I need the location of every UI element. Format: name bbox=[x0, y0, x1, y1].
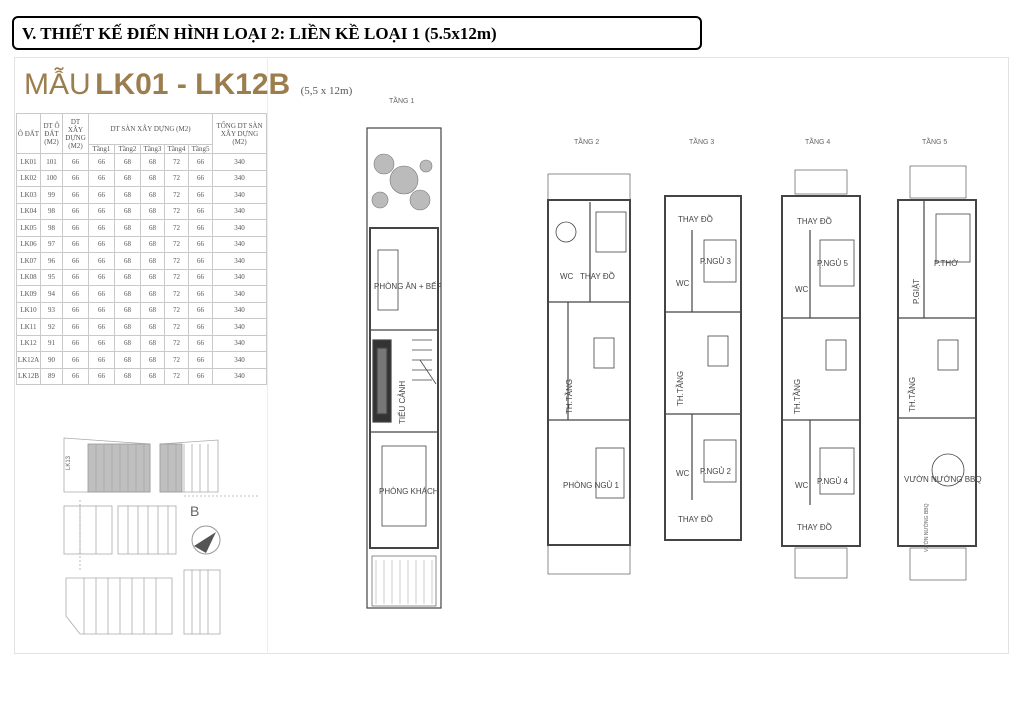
floor1-front-hatch bbox=[376, 560, 432, 604]
floor4-plan bbox=[782, 170, 860, 578]
table-cell: 66 bbox=[63, 154, 89, 171]
table-cell: 68 bbox=[115, 253, 141, 270]
table-cell: 68 bbox=[115, 220, 141, 237]
header-floor-4: Tầng4 bbox=[165, 145, 189, 154]
table-cell: 72 bbox=[165, 187, 189, 204]
table-cell: LK09 bbox=[17, 286, 41, 303]
table-cell: 68 bbox=[115, 236, 141, 253]
floor1-garden-label: TIỂU CẢNH bbox=[398, 380, 407, 424]
table-cell: 340 bbox=[213, 220, 267, 237]
header-land-area: DT Ô ĐẤT (M2) bbox=[41, 114, 63, 154]
table-cell: 72 bbox=[165, 220, 189, 237]
table-cell: LK04 bbox=[17, 203, 41, 220]
table-cell: 68 bbox=[141, 286, 165, 303]
floor4-bed4-label: P.NGỦ 4 bbox=[817, 477, 848, 486]
table-cell: 66 bbox=[63, 368, 89, 385]
floor4-bed5-label: P.NGỦ 5 bbox=[817, 259, 848, 268]
header-floor-1: Tầng1 bbox=[89, 145, 115, 154]
table-cell: 66 bbox=[63, 170, 89, 187]
table-cell: 66 bbox=[189, 352, 213, 369]
table-cell: 72 bbox=[165, 170, 189, 187]
table-cell: 340 bbox=[213, 187, 267, 204]
floor5-garden-side-label: VƯỜN NƯỚNG BBQ bbox=[924, 503, 930, 552]
table-cell: LK08 bbox=[17, 269, 41, 286]
table-cell: 68 bbox=[141, 302, 165, 319]
table-cell: 72 bbox=[165, 154, 189, 171]
table-cell: 68 bbox=[115, 269, 141, 286]
table-cell: 66 bbox=[189, 170, 213, 187]
table-cell: 68 bbox=[141, 368, 165, 385]
table-cell: 66 bbox=[189, 319, 213, 336]
table-cell: 101 bbox=[41, 154, 63, 171]
floor3-wc1-label: WC bbox=[676, 279, 690, 288]
table-cell: 68 bbox=[141, 170, 165, 187]
table-cell: LK12 bbox=[17, 335, 41, 352]
table-cell: 66 bbox=[63, 220, 89, 237]
floor2-stairhall-label: TH.TẦNG bbox=[565, 378, 574, 414]
table-cell: 72 bbox=[165, 352, 189, 369]
table-cell: 66 bbox=[63, 187, 89, 204]
table-cell: 72 bbox=[165, 203, 189, 220]
table-cell: 96 bbox=[41, 253, 63, 270]
model-prefix: MẪU bbox=[24, 68, 91, 101]
table-cell: 66 bbox=[63, 236, 89, 253]
floor3-bed3-label: P.NGỦ 3 bbox=[700, 257, 731, 266]
table-cell: 72 bbox=[165, 236, 189, 253]
table-cell: 66 bbox=[89, 203, 115, 220]
floor1-dining-label: PHÒNG ĂN + BẾP bbox=[374, 282, 442, 291]
table-cell: 72 bbox=[165, 319, 189, 336]
floor5-bbq-label: VƯỜN NƯỚNG BBQ bbox=[904, 475, 982, 484]
table-cell: 340 bbox=[213, 368, 267, 385]
table-cell: 66 bbox=[89, 253, 115, 270]
floor3-stairhall-label: TH.TẦNG bbox=[676, 370, 685, 406]
table-cell: 68 bbox=[115, 154, 141, 171]
floor1-living-label: PHÒNG KHÁCH bbox=[379, 487, 439, 496]
table-cell: 340 bbox=[213, 253, 267, 270]
table-cell: 68 bbox=[115, 368, 141, 385]
floor3-title: TẦNG 3 bbox=[689, 139, 715, 146]
floor5-worship-label: P.THỜ bbox=[934, 259, 959, 268]
table-cell: LK02 bbox=[17, 170, 41, 187]
table-cell: 68 bbox=[115, 319, 141, 336]
site-plan bbox=[64, 438, 260, 634]
table-cell: 97 bbox=[41, 236, 63, 253]
table-cell: 66 bbox=[89, 154, 115, 171]
table-cell: 66 bbox=[63, 269, 89, 286]
table-cell: 90 bbox=[41, 352, 63, 369]
table-cell: 68 bbox=[141, 154, 165, 171]
table-cell: 66 bbox=[189, 269, 213, 286]
table-cell: 66 bbox=[189, 302, 213, 319]
north-label: B bbox=[190, 503, 200, 519]
floor2-bedroom-label: PHÒNG NGỦ 1 bbox=[563, 481, 620, 490]
table-cell: 89 bbox=[41, 368, 63, 385]
table-cell: 66 bbox=[63, 335, 89, 352]
table-cell: 66 bbox=[189, 253, 213, 270]
floor4-stairhall-label: TH.TẦNG bbox=[793, 378, 802, 414]
table-cell: 68 bbox=[141, 187, 165, 204]
table-cell: 340 bbox=[213, 203, 267, 220]
table-cell: 98 bbox=[41, 220, 63, 237]
header-floor-3: Tầng3 bbox=[141, 145, 165, 154]
table-cell: LK03 bbox=[17, 187, 41, 204]
site-block-label: LK13 bbox=[66, 455, 72, 470]
table-cell: 68 bbox=[141, 319, 165, 336]
floor4-change-top-label: THAY ĐỒ bbox=[797, 217, 832, 226]
table-cell: 95 bbox=[41, 269, 63, 286]
table-cell: 66 bbox=[89, 319, 115, 336]
table-cell: LK06 bbox=[17, 236, 41, 253]
table-cell: 68 bbox=[115, 335, 141, 352]
table-cell: 66 bbox=[189, 335, 213, 352]
floor4-wc2-label: WC bbox=[795, 481, 809, 490]
table-cell: 66 bbox=[189, 220, 213, 237]
table-cell: 340 bbox=[213, 335, 267, 352]
table-cell: 66 bbox=[189, 368, 213, 385]
table-cell: 72 bbox=[165, 302, 189, 319]
header-floor-area: DT SÀN XÂY DỰNG (M2) bbox=[89, 114, 213, 145]
floor3-bed2-label: P.NGỦ 2 bbox=[700, 467, 731, 476]
header-floor-5: Tầng5 bbox=[189, 145, 213, 154]
table-cell: 68 bbox=[141, 352, 165, 369]
table-cell: LK11 bbox=[17, 319, 41, 336]
table-cell: LK07 bbox=[17, 253, 41, 270]
floor4-change-bottom-label: THAY ĐỒ bbox=[797, 523, 832, 532]
table-cell: 91 bbox=[41, 335, 63, 352]
header-lot: Ô ĐẤT bbox=[17, 114, 41, 154]
table-cell: 66 bbox=[189, 286, 213, 303]
floor2-plan bbox=[548, 174, 630, 574]
table-cell: 66 bbox=[89, 352, 115, 369]
table-cell: 340 bbox=[213, 170, 267, 187]
table-cell: 66 bbox=[89, 286, 115, 303]
table-cell: 340 bbox=[213, 319, 267, 336]
table-cell: 68 bbox=[115, 170, 141, 187]
table-cell: 66 bbox=[189, 203, 213, 220]
table-cell: 68 bbox=[115, 352, 141, 369]
table-cell: 68 bbox=[141, 253, 165, 270]
table-cell: 66 bbox=[89, 220, 115, 237]
model-code: LK01 - LK12B bbox=[95, 68, 291, 101]
table-cell: 340 bbox=[213, 236, 267, 253]
table-cell: 72 bbox=[165, 269, 189, 286]
table-cell: 66 bbox=[89, 335, 115, 352]
header-floor-2: Tầng2 bbox=[115, 145, 141, 154]
table-cell: LK05 bbox=[17, 220, 41, 237]
model-size: (5,5 x 12m) bbox=[300, 85, 353, 97]
table-cell: 68 bbox=[141, 335, 165, 352]
table-cell: 66 bbox=[89, 269, 115, 286]
floor4-title: TẦNG 4 bbox=[805, 139, 831, 146]
section-title: V. THIẾT KẾ ĐIỂN HÌNH LOẠI 2: LIỀN KỀ LOẠI 1 (5.5x12m) bbox=[22, 24, 497, 43]
table-cell: 66 bbox=[63, 352, 89, 369]
table-cell: 68 bbox=[115, 187, 141, 204]
table-cell: 340 bbox=[213, 352, 267, 369]
table-cell: 68 bbox=[141, 269, 165, 286]
table-cell: 99 bbox=[41, 187, 63, 204]
header-build-area: DT XÂY DỰNG (M2) bbox=[63, 114, 89, 154]
table-cell: 340 bbox=[213, 302, 267, 319]
floor4-wc1-label: WC bbox=[795, 285, 809, 294]
table-cell: 340 bbox=[213, 154, 267, 171]
floor3-change-top-label: THAY ĐỒ bbox=[678, 215, 713, 224]
table-cell: 66 bbox=[89, 368, 115, 385]
table-cell: 100 bbox=[41, 170, 63, 187]
floor2-change-label: THAY ĐỒ bbox=[580, 272, 615, 281]
table-cell: 68 bbox=[141, 236, 165, 253]
floor5-title: TẦNG 5 bbox=[922, 139, 948, 146]
floor2-title: TẦNG 2 bbox=[574, 139, 600, 146]
table-cell: 72 bbox=[165, 253, 189, 270]
table-cell: 92 bbox=[41, 319, 63, 336]
floor3-plan bbox=[665, 196, 741, 540]
table-cell: 68 bbox=[115, 203, 141, 220]
table-cell: 66 bbox=[189, 236, 213, 253]
header-total-area: TỔNG DT SÀN XÂY DỰNG (M2) bbox=[213, 114, 267, 154]
floor3-change-bottom-label: THAY ĐỒ bbox=[678, 515, 713, 524]
table-cell: LK10 bbox=[17, 302, 41, 319]
table-cell: 68 bbox=[115, 286, 141, 303]
floor1-title: TẦNG 1 bbox=[389, 98, 415, 105]
table-cell: 68 bbox=[141, 203, 165, 220]
table-cell: 66 bbox=[89, 302, 115, 319]
table-cell: 72 bbox=[165, 368, 189, 385]
north-arrow-icon bbox=[192, 526, 220, 554]
table-cell: 66 bbox=[189, 154, 213, 171]
table-cell: LK01 bbox=[17, 154, 41, 171]
table-cell: 72 bbox=[165, 286, 189, 303]
floor5-plan bbox=[898, 166, 976, 580]
table-cell: 68 bbox=[141, 220, 165, 237]
floor1-courtyard bbox=[372, 154, 432, 210]
table-cell: 72 bbox=[165, 335, 189, 352]
table-cell: 98 bbox=[41, 203, 63, 220]
table-cell: 66 bbox=[63, 203, 89, 220]
floor3-wc2-label: WC bbox=[676, 469, 690, 478]
table-cell: 66 bbox=[63, 286, 89, 303]
table-cell: 340 bbox=[213, 269, 267, 286]
table-cell: 66 bbox=[63, 319, 89, 336]
table-cell: LK12A bbox=[17, 352, 41, 369]
floor5-laundry-label: P.GIẶT bbox=[912, 278, 921, 304]
table-cell: 66 bbox=[63, 253, 89, 270]
table-cell: LK12B bbox=[17, 368, 41, 385]
table-cell: 66 bbox=[189, 187, 213, 204]
table-cell: 94 bbox=[41, 286, 63, 303]
table-cell: 68 bbox=[115, 302, 141, 319]
table-cell: 66 bbox=[63, 302, 89, 319]
floor2-wc-label: WC bbox=[560, 272, 574, 281]
table-cell: 66 bbox=[89, 170, 115, 187]
floor5-stairhall-label: TH.TẦNG bbox=[908, 376, 917, 412]
table-cell: 66 bbox=[89, 187, 115, 204]
table-cell: 66 bbox=[89, 236, 115, 253]
table-cell: 340 bbox=[213, 286, 267, 303]
table-cell: 93 bbox=[41, 302, 63, 319]
